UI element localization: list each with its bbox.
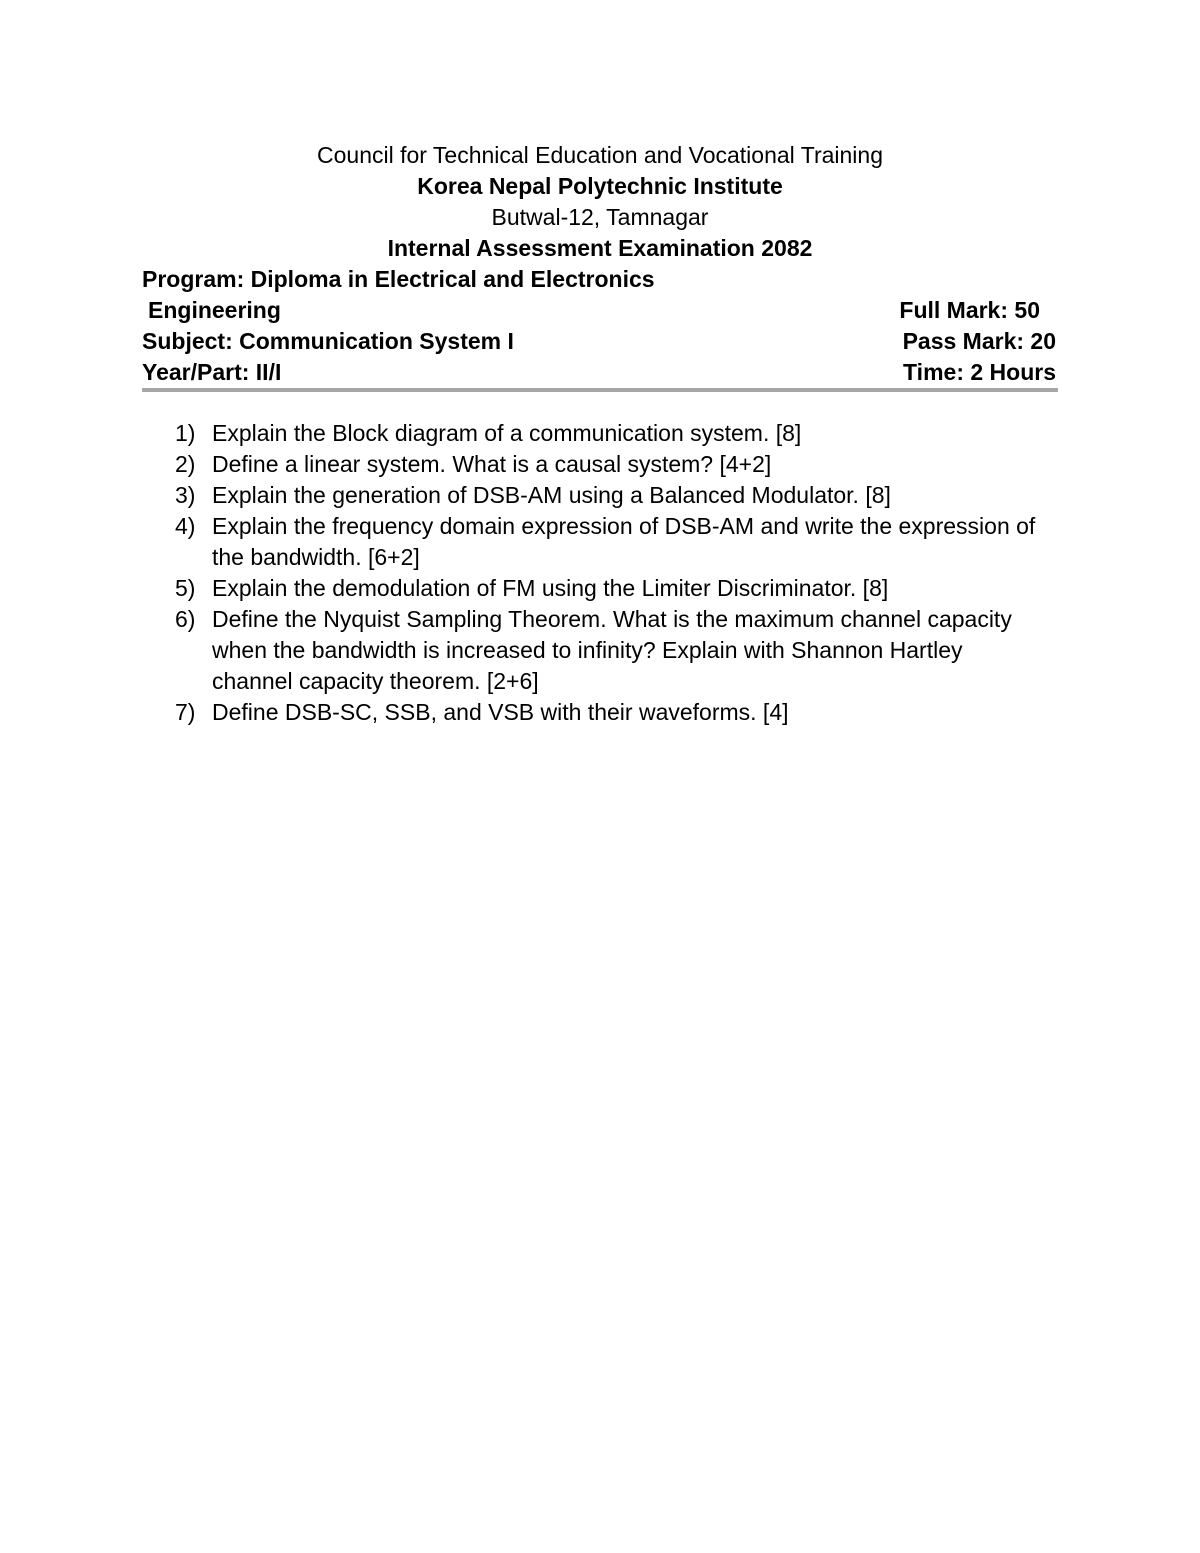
question-text: Explain the demodulation of FM using the Limiter Discriminator. [8] xyxy=(212,575,889,601)
full-mark: Full Mark: 50 xyxy=(899,297,1040,323)
program-row-2 xyxy=(142,295,1056,326)
council-name: Council for Technical Education and Vocational Training xyxy=(317,142,883,168)
question-item xyxy=(175,480,1065,511)
question-item xyxy=(175,511,1065,573)
question-number: 7) xyxy=(175,699,196,725)
question-item xyxy=(175,449,1065,480)
institute-name: Korea Nepal Polytechnic Institute xyxy=(417,173,783,199)
question-item xyxy=(175,573,1065,604)
question-text: Define the Nyquist Sampling Theorem. What is the maximum channel capacity when the bandwidth is increased to infinity? Explain with Shannon Hartley channel capacity theorem. [2+6] xyxy=(212,606,1012,694)
question-number: 2) xyxy=(175,451,196,477)
question-number: 4) xyxy=(175,513,196,539)
question-list xyxy=(175,418,1065,728)
program-label-continued: Engineering xyxy=(148,297,281,323)
question-text: Explain the frequency domain expression of DSB-AM and write the expression of the bandwidth. [6+2] xyxy=(212,513,1036,570)
question-number: 5) xyxy=(175,575,196,601)
year-row xyxy=(142,357,1056,388)
subject-row xyxy=(142,326,1056,357)
question-item xyxy=(175,697,1065,728)
question-item xyxy=(175,418,1065,449)
question-text: Explain the generation of DSB-AM using a Balanced Modulator. [8] xyxy=(212,482,891,508)
exam-time: Time: 2 Hours xyxy=(903,359,1056,385)
question-text: Define a linear system. What is a causal system? [4+2] xyxy=(212,451,772,477)
year-part-label: Year/Part: II/I xyxy=(142,359,282,385)
institute-address: Butwal-12, Tamnagar xyxy=(491,204,709,230)
question-number: 3) xyxy=(175,482,196,508)
program-label: Program: Diploma in Electrical and Electronics xyxy=(142,266,655,292)
question-text: Explain the Block diagram of a communication system. [8] xyxy=(212,420,802,446)
header-divider xyxy=(142,388,1058,392)
question-item xyxy=(175,604,1065,697)
question-text: Define DSB-SC, SSB, and VSB with their waveforms. [4] xyxy=(212,699,789,725)
question-number: 1) xyxy=(175,420,196,446)
exam-title: Internal Assessment Examination 2082 xyxy=(387,235,813,261)
subject-label: Subject: Communication System I xyxy=(142,328,514,354)
question-number: 6) xyxy=(175,606,196,632)
pass-mark: Pass Mark: 20 xyxy=(902,328,1056,354)
program-row xyxy=(142,264,1056,295)
